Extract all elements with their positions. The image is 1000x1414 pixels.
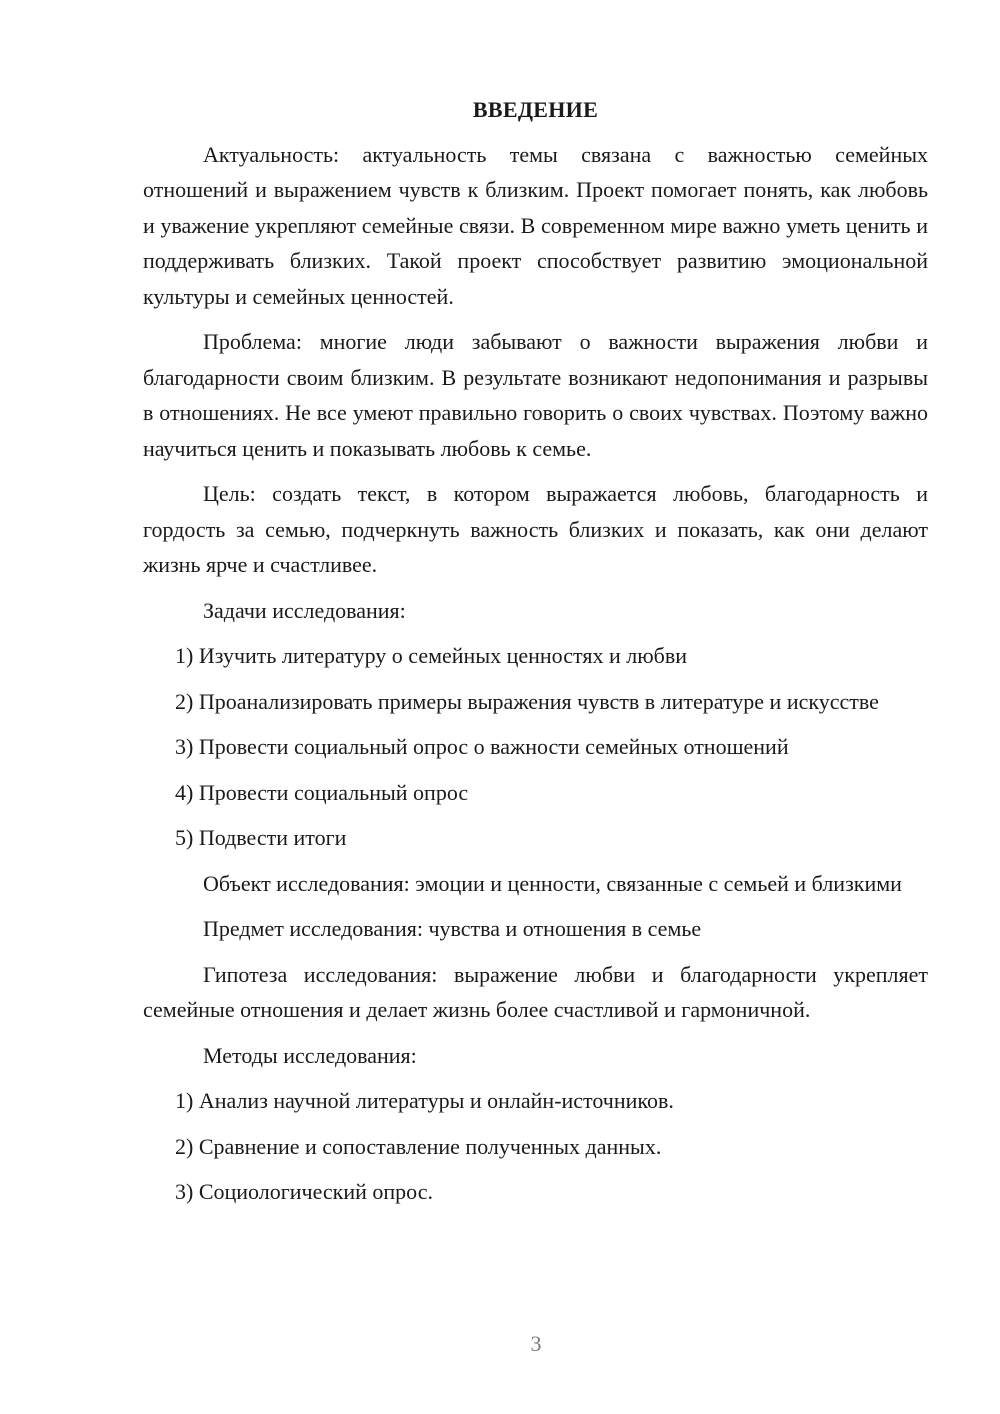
document-page [143,92,928,1220]
page-title: ВВЕДЕНИЕ [472,97,599,122]
hypothesis-paragraph: Гипотеза исследования: выражение любви и благодарности укрепляет семейные отношения и делает жизнь более счастливой и гармоничной. [143,961,928,1022]
method-item: 2) Сравнение и сопоставление полученных данных. [175,1133,662,1159]
method-item: 3) Социологический опрос. [175,1179,433,1204]
task-item: 1) Изучить литературу о семейных ценностях и любви [175,643,687,668]
problem-paragraph: Проблема: многие люди забывают о важности выражения любви и благодарности своим близким. В результате возникают недопонимания и разрывы в отношениях. Не все умеют правильно говорить о своих чувствах. Поэтому важно научиться ценить и показывать любовь к семье. [143,329,928,461]
task-item: 3) Провести социальный опрос о важности семейных отношений [175,734,789,759]
object-paragraph: Объект исследования: эмоции и ценности, связанные с семьей и близкими [203,870,902,896]
task-item: 4) Провести социальный опрос [175,779,469,805]
relevance-paragraph: Актуальность: актуальность темы связана с важностью семейных отношений и выражением чувств к близким. Проект помогает понять, как любовь и уважение укрепляют семейные связи. В современном мире важно уметь ценить и поддерживать близких. Такой проект способствует развитию эмоциональной культуры и семейных ценностей. [143,141,928,309]
task-item: 5) Подвести итоги [175,825,347,850]
subject-paragraph: Предмет исследования: чувства и отношения в семье [203,916,702,941]
page-number: 3 [530,1331,542,1356]
tasks-label: Задачи исследования: [203,597,406,623]
goal-paragraph: Цель: создать текст, в котором выражается любовь, благодарность и гордость за семью, подчеркнуть важность близких и показать, как они делают жизнь ярче и счастливее. [143,481,928,577]
method-item: 1) Анализ научной литературы и онлайн-источников. [175,1088,674,1113]
methods-label: Методы исследования: [203,1042,417,1068]
task-item: 2) Проанализировать примеры выражения чувств в литературе и искусстве [175,688,879,714]
